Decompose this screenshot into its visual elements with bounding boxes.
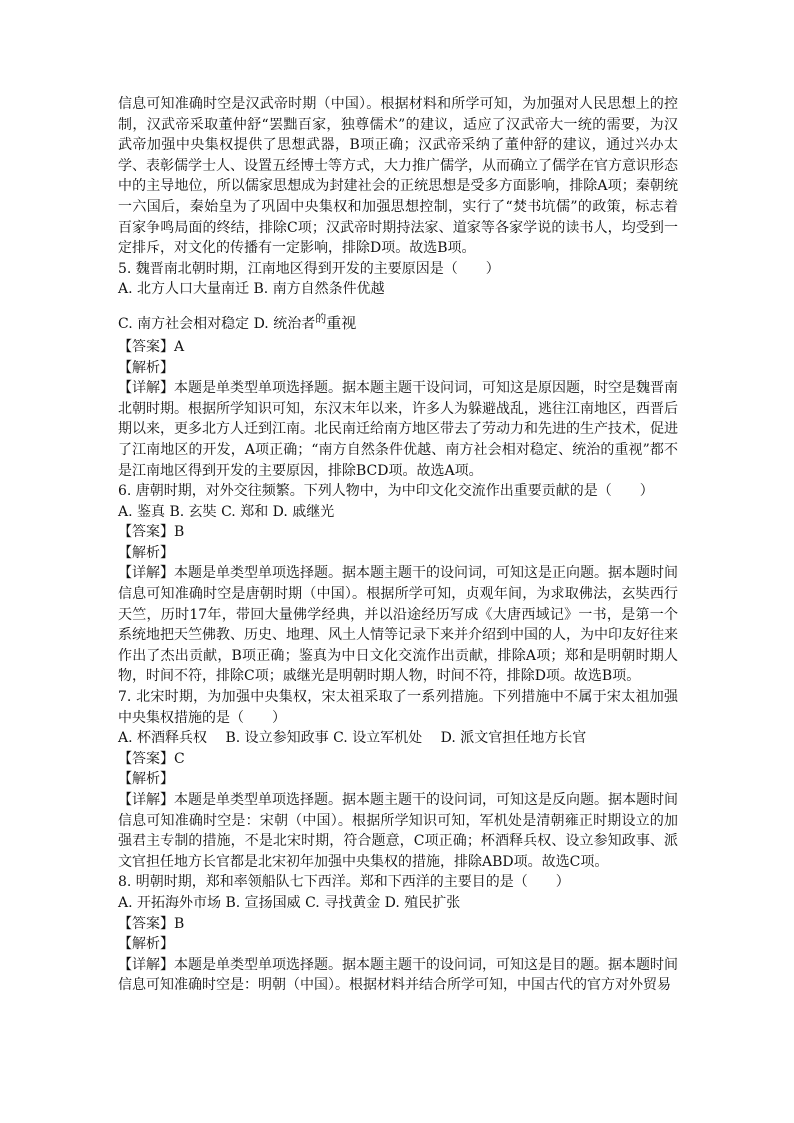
q5-answer: 【答案】A [118,338,185,355]
q8-options: A. 开拓海外市场 B. 宣扬国威 C. 寻找黄金 D. 殖民扩张 [118,894,461,911]
q7-analysis-label: 【解析】 [118,771,174,788]
q6-detail: 【详解】本题是单类型单项选择题。据本题主题干的设问词，可知这是正向题。据本题时间信息可知准确时空是唐朝时期（中国）。根据所学可知，贞观年间，为求取佛法，玄奘西行天竺，历时17年，带回大量佛学经典，并以沿途经历写成《大唐西域记》一书，是第一个系统地把天竺佛教、历史、地理、风土人情等记录下来并介绍到中国的人，为中印友好往来作出了杰出贡献，B项正确；鉴真为中日文化交流作出贡献，排除A项；郑和是明朝时期人物，时间不符，排除C项；戚继光是明朝时期人物，时间不符，排除D项。故选B项。 [118,565,678,685]
q6-options: A. 鉴真 B. 玄奘 C. 郑和 D. 戚继光 [118,503,335,520]
q5-options-line2-b: 重视 [326,313,357,332]
q5-options-line2-a: C. 南方社会相对稳定 D. 统治者 [118,315,316,332]
q8-answer: 【答案】B [118,915,185,932]
q8-stem: 8. 明朝时期，郑和率领船队七下西洋。郑和下西洋的主要目的是（ ） [118,874,570,891]
q6-stem: 6. 唐朝时期，对外交往频繁。下列人物中，为中印文化交流作出重要贡献的是（ ） [118,483,654,500]
q7-stem: 7. 北宋时期，为加强中央集权，宋太祖采取了一系列措施。下列措施中不属于宋太祖加强中央集权措施的是（ ） [118,689,678,726]
document-body [118,94,678,996]
q5-detail: 【详解】本题是单类型单项选择题。据本题主题干设问词，可知这是原因题，时空是魏晋南北朝时期。根据所学知识可知，东汉末年以来，许多人为躲避战乱，逃往江南地区，西晋后期以来，更多北方人迁到江南。北民南迁给南方地区带去了劳动力和先进的生产技术，促进了江南地区的开发，A项正确；“南方自然条件优越、南方社会相对稳定、统治的重视”都不是江南地区得到开发的主要原因，排除BCD项。故选A项。 [118,380,678,479]
q7-detail: 【详解】本题是单类型单项选择题。据本题主题干的设问词，可知这是反向题。据本题时间信息可知准确时空是：宋朝（中国）。根据所学知识可知，军机处是清朝雍正时期设立的加强君主专制的措施，不是北宋时期，符合题意，C项正确；杯酒释兵权、设立参知政事、派文官担任地方长官都是北宋初年加强中央集权的措施，排除ABD项。故选C项。 [118,792,678,870]
q5-stem: 5. 魏晋南北朝时期，江南地区得到开发的主要原因是（ ） [118,260,500,277]
q5-options-line1: A. 北方人口大量南迁 B. 南方自然条件优越 [118,281,385,298]
q5-analysis-label: 【解析】 [118,359,174,376]
q6-analysis-label: 【解析】 [118,544,174,561]
q7-answer: 【答案】C [118,750,185,767]
q4-analysis-tail: 信息可知准确时空是汉武帝时期（中国）。根据材料和所学可知，为加强对人民思想上的控制，汉武帝采取董仲舒“罢黜百家，独尊儒术”的建议，适应了汉武帝大一统的需要，为汉武帝加强中央集权提供了思想武器，B项正确；汉武帝采纳了董仲舒的建议，通过兴办太学、表彰儒学士人、设置五经博士等方式，大力推广儒学，从而确立了儒学在官方意识形态中的主导地位，所以儒家思想成为封建社会的正统思想是受多方面影响，排除A项；秦朝统一六国后，秦始皇为了巩固中央集权和加强思想控制，实行了“焚书坑儒”的政策，标志着百家争鸣局面的终结，排除C项；汉武帝时期持法家、道家等各家学说的读书人，均受到一定排斥，对文化的传播有一定影响，排除D项。故选B项。 [118,96,678,257]
q8-analysis-label: 【解析】 [118,936,174,953]
q8-detail: 【详解】本题是单类型单项选择题。据本题主题干的设问词，可知这是目的题。据本题时间信息可知准确时空是：明朝（中国）。根据材料并结合所学可知，中国古代的官方对外贸易 [118,956,678,994]
q5-options-line2 [118,306,678,337]
q6-answer: 【答案】B [118,524,185,541]
q5-options-line2-small: 的 [315,311,327,325]
q7-options: A. 杯酒释兵权 B. 设立参知政事 C. 设立军机处 D. 派文官担任地方长官 [118,730,587,747]
